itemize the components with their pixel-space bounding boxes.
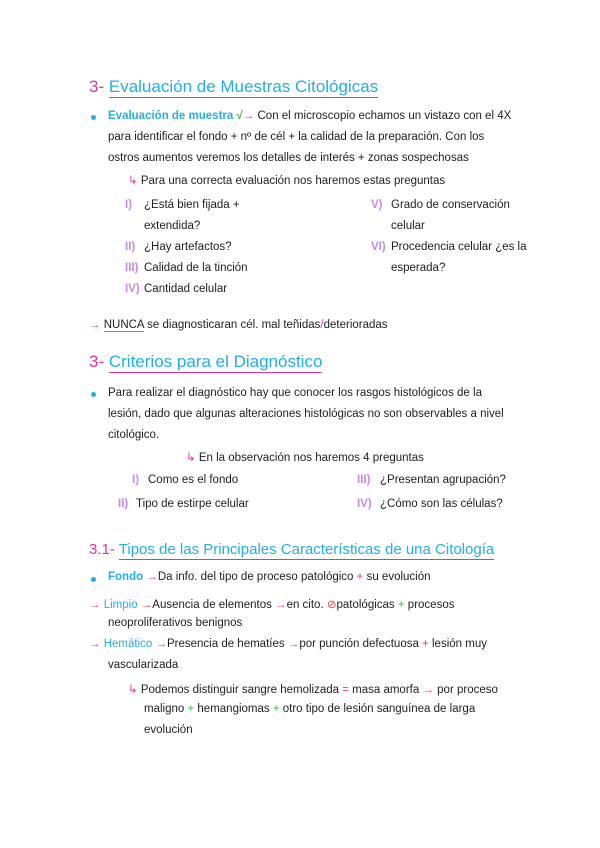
plus-sign: + bbox=[187, 703, 195, 715]
q5-text-b: celular bbox=[391, 220, 425, 232]
s3-sub-line2 bbox=[144, 703, 475, 715]
arrow-icon: → bbox=[146, 571, 158, 583]
limpio-text2: en cito. bbox=[286, 599, 324, 611]
nunca-line bbox=[89, 319, 388, 331]
evaluacion-term: Evaluación de muestra bbox=[108, 110, 234, 122]
arrow-icon: → bbox=[422, 684, 434, 696]
fondo-text2: su evolución bbox=[366, 571, 431, 583]
s2-q4-number: IV) bbox=[357, 498, 372, 510]
limpio-text4: procesos bbox=[407, 599, 455, 611]
s2-q4-text: ¿Cómo son las células? bbox=[380, 498, 503, 510]
s2-sub-text: En la observación nos haremos 4 preguntas bbox=[198, 452, 424, 464]
check-icon: √ bbox=[236, 110, 243, 122]
s3-sub-line1 bbox=[128, 682, 498, 696]
fondo-text1: Da info. del tipo de proceso patológico bbox=[157, 571, 354, 583]
s2-line2: lesión, dado que algunas alteraciones histológicas no son observables a nivel bbox=[108, 408, 504, 420]
q1-text-b: extendida? bbox=[144, 220, 201, 232]
s2-q1-number: I) bbox=[132, 474, 140, 486]
slash: / bbox=[320, 319, 324, 331]
section1-heading bbox=[89, 77, 378, 97]
limpio-term: Limpio bbox=[103, 599, 138, 611]
s3-sub-line3: evolución bbox=[144, 724, 193, 736]
s3-sub1a: Podemos distinguir sangre hemolizada bbox=[140, 684, 340, 696]
s2-q1-text: Como es el fondo bbox=[148, 474, 239, 486]
s2-q3-text: ¿Presentan agrupación? bbox=[380, 474, 506, 486]
equals-sign: = bbox=[342, 684, 349, 696]
arrow-icon: → bbox=[89, 599, 101, 611]
section2-title: Criterios para el Diagnóstico bbox=[108, 352, 323, 371]
q1-text-a: ¿Está bien fijada + bbox=[144, 199, 240, 211]
hematico-line2: vascularizada bbox=[108, 659, 179, 671]
s2-sub bbox=[186, 450, 424, 464]
arrow-icon: → bbox=[140, 599, 153, 611]
plus-sign: + bbox=[356, 571, 364, 583]
s3-sub2a: maligno bbox=[144, 703, 185, 715]
s1-sub bbox=[128, 173, 445, 187]
no-icon: ⊘ bbox=[326, 599, 337, 611]
s3-sub2c: otro tipo de lesión sanguínea de larga bbox=[282, 703, 476, 715]
bullet-icon bbox=[91, 392, 96, 397]
hem-text2: por punción defectuosa bbox=[299, 638, 419, 650]
bullet-icon bbox=[91, 115, 96, 120]
fondo-term: Fondo bbox=[108, 571, 144, 583]
bullet-icon bbox=[91, 577, 96, 582]
section1-number: 3- bbox=[89, 77, 105, 96]
subarrow-icon: ↳ bbox=[186, 452, 196, 464]
fondo-line bbox=[108, 571, 431, 583]
q6-number: VI) bbox=[371, 241, 386, 253]
q2-text: ¿Hay artefactos? bbox=[144, 241, 232, 253]
hematico-term: Hemático bbox=[103, 638, 153, 650]
s1-line2: para identificar el fondo + nº de cél + la calidad de la preparación. Con los bbox=[108, 131, 485, 143]
q4-number: IV) bbox=[125, 283, 140, 295]
s3-sub1b: masa amorfa bbox=[352, 684, 420, 696]
q1-number: I) bbox=[125, 199, 133, 211]
q4-text: Cantidad celular bbox=[144, 283, 228, 295]
s3-sub1c: por proceso bbox=[437, 684, 498, 696]
s1-line3: ostros aumentos veremos los detalles de interés + zonas sospechosas bbox=[108, 152, 469, 164]
arrow-icon: → bbox=[155, 638, 167, 650]
q6-text-a: Procedencia celular ¿es la bbox=[391, 241, 527, 253]
arrow-icon: → bbox=[287, 638, 300, 650]
s1-line1 bbox=[108, 110, 511, 122]
s1-text1: Con el microscopio echamos un vistazo con el 4X bbox=[257, 110, 512, 122]
limpio-text3: patológicas bbox=[336, 599, 395, 611]
arrow-icon: → bbox=[89, 638, 101, 650]
arrow-icon: → bbox=[89, 319, 101, 331]
section1-title: Evaluación de Muestras Citológicas bbox=[108, 77, 379, 96]
section3-title: Tipos de las Principales Características de una Citología bbox=[118, 541, 495, 558]
section2-number: 3- bbox=[89, 352, 105, 371]
hematico-line bbox=[89, 638, 487, 650]
nunca-text1: se diagnosticaran cél. mal teñidas bbox=[147, 319, 321, 331]
section3-heading bbox=[89, 541, 494, 558]
s2-q3-number: III) bbox=[357, 474, 371, 486]
hem-text3: lesión muy bbox=[432, 638, 487, 650]
q6-text-b: esperada? bbox=[391, 262, 446, 274]
hem-text1: Presencia de hematíes bbox=[166, 638, 285, 650]
s3-sub2b: hemangiomas bbox=[197, 703, 270, 715]
q5-text-a: Grado de conservación bbox=[391, 199, 510, 211]
nunca-text2: deterioradas bbox=[323, 319, 388, 331]
limpio-line bbox=[89, 597, 454, 611]
s2-line1: Para realizar el diagnóstico hay que conocer los rasgos histológicos de la bbox=[108, 387, 482, 399]
s2-line3: citológico. bbox=[108, 429, 160, 441]
q3-number: III) bbox=[125, 262, 139, 274]
s2-q2-number: II) bbox=[118, 498, 129, 510]
limpio-text1: Ausencia de elementos bbox=[152, 599, 272, 611]
plus-sign: + bbox=[422, 638, 429, 650]
arrow-icon: → bbox=[275, 599, 287, 611]
section3-number: 3.1- bbox=[89, 541, 115, 558]
q2-number: II) bbox=[125, 241, 136, 253]
q3-text: Calidad de la tinción bbox=[144, 262, 248, 274]
plus-sign: + bbox=[272, 703, 280, 715]
subarrow-icon: ↳ bbox=[128, 684, 138, 696]
subarrow-icon: ↳ bbox=[128, 175, 138, 187]
s2-q2-text: Tipo de estirpe celular bbox=[136, 498, 249, 510]
plus-sign: + bbox=[397, 599, 405, 611]
q5-number: V) bbox=[371, 199, 383, 211]
arrow-icon: → bbox=[242, 110, 255, 122]
section2-heading bbox=[89, 352, 322, 372]
limpio-line2: neoproliferativos benignos bbox=[108, 617, 243, 629]
nunca-word: NUNCA bbox=[103, 319, 144, 331]
s1-sub-text: Para una correcta evaluación nos haremos estas preguntas bbox=[140, 175, 446, 187]
